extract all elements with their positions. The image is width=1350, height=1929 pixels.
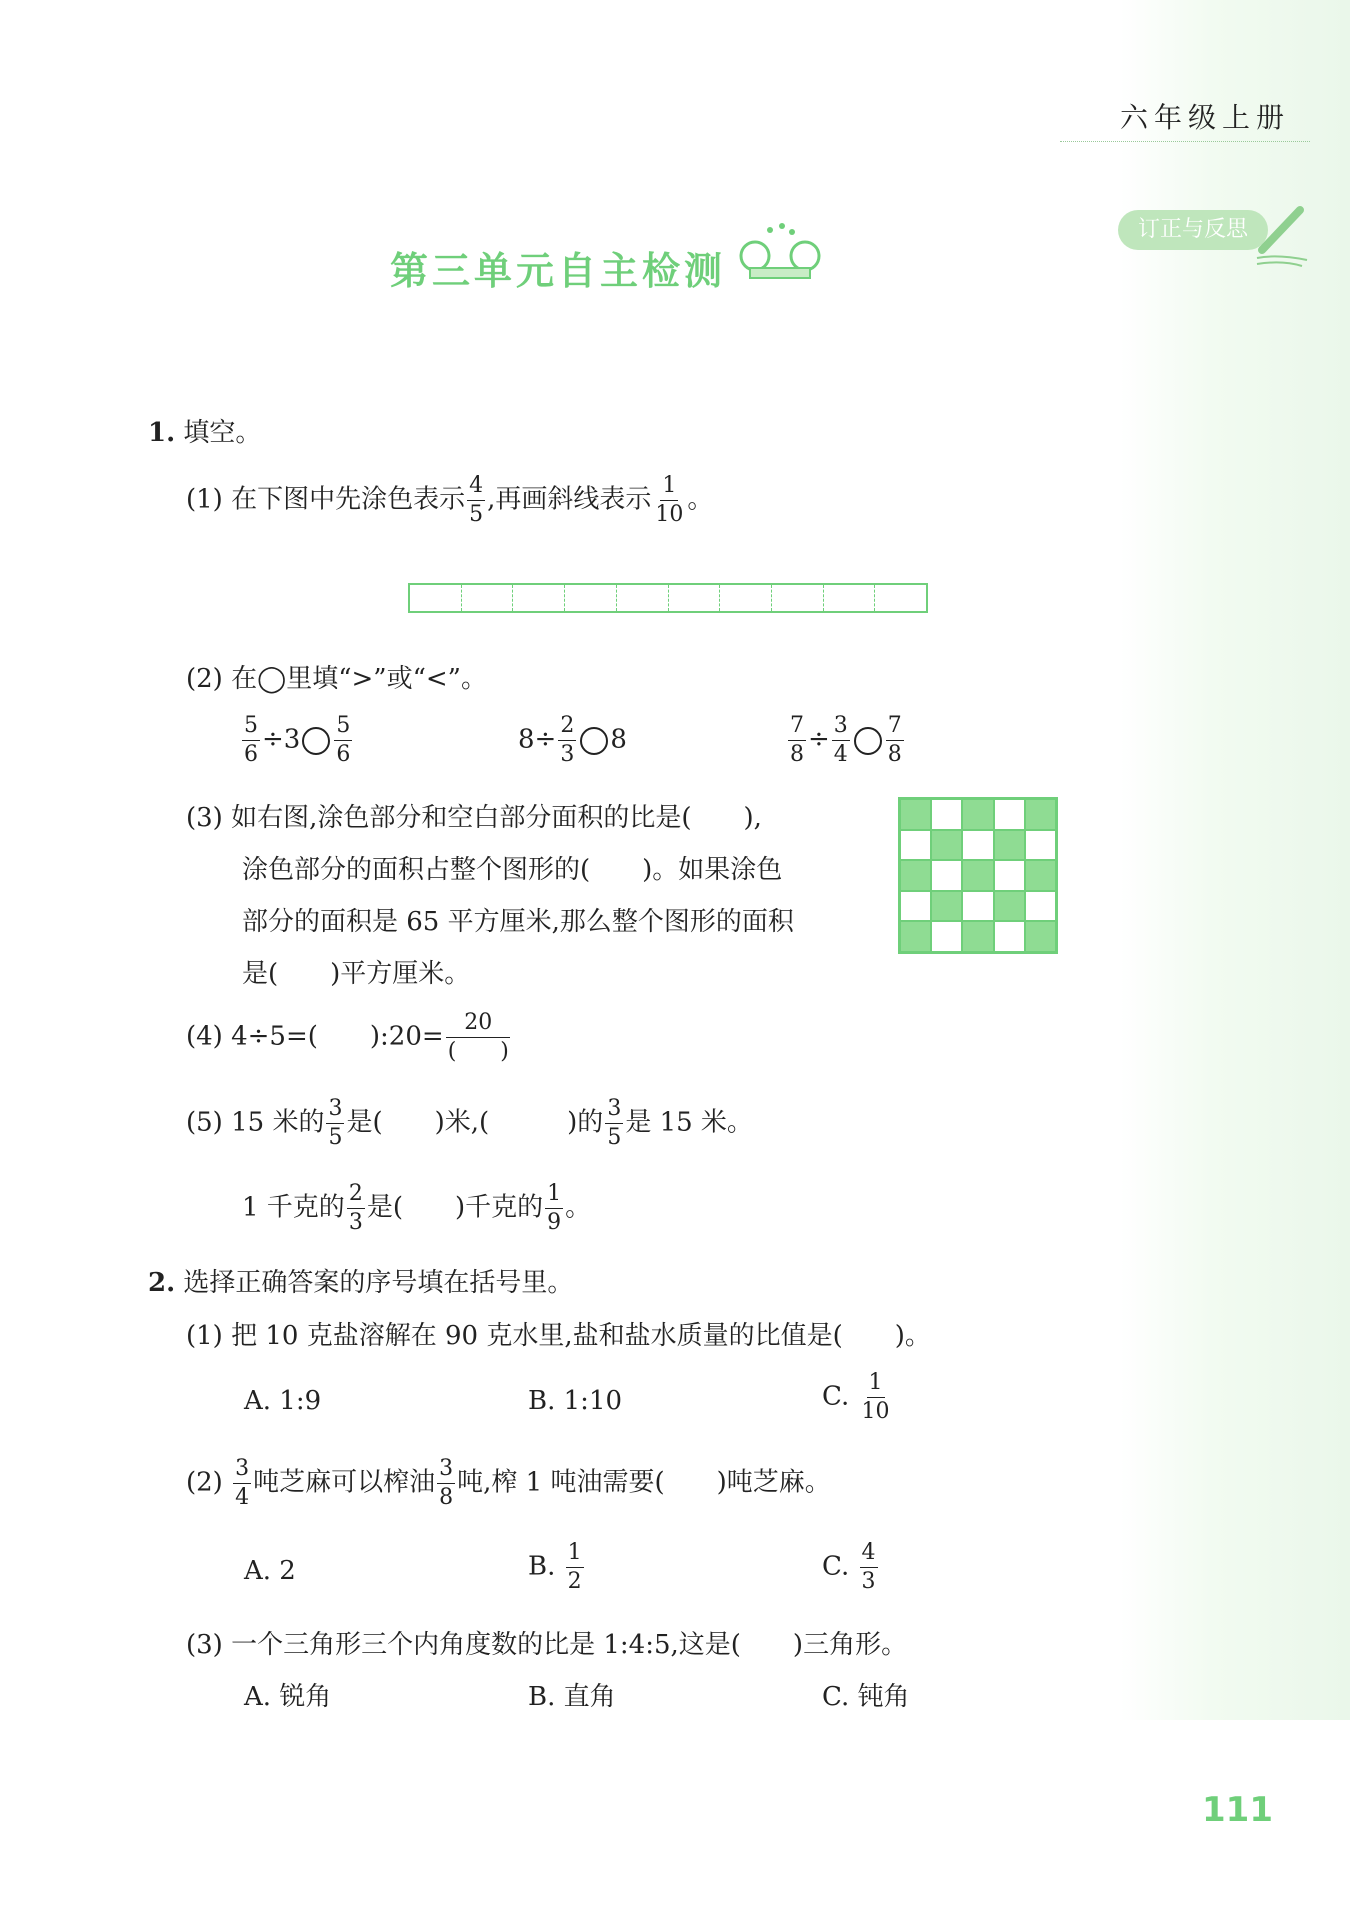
- q1-part4: [186, 1012, 513, 1063]
- option-a[interactable]: A. 锐角: [244, 1682, 332, 1712]
- option-b[interactable]: B. $\frac{1}{2}$: [528, 1540, 582, 1594]
- part-label: (3): [186, 803, 223, 833]
- q1-part3-line3: 部分的面积是 65 平方厘米,那么整个图形的面积: [242, 907, 794, 937]
- shaded-cell: [900, 799, 931, 830]
- shaded-cell: [994, 891, 1025, 922]
- blank-cell: [931, 799, 962, 830]
- strip-cell[interactable]: [462, 585, 514, 611]
- strip-cell[interactable]: [669, 585, 721, 611]
- part-label: (1): [186, 1321, 223, 1351]
- part-label: (2): [186, 664, 223, 694]
- question-title: 填空。: [183, 418, 262, 448]
- blank-cell: [994, 860, 1025, 891]
- q1-part3-line2: 涂色部分的面积占整个图形的( )。如果涂色: [242, 855, 783, 885]
- shaded-cell: [994, 830, 1025, 861]
- strip-cell[interactable]: [410, 585, 462, 611]
- pencil-icon: [1252, 198, 1312, 268]
- part-label: (4): [186, 1021, 223, 1052]
- text: 一个三角形三个内角度数的比是 1:4:5,这是( )三角形。: [231, 1630, 908, 1660]
- shaded-cell: [900, 860, 931, 891]
- q1-part5-line2: 1 千克的 $\frac{2}{3}$ 是( )千克的 $\frac{1}{9}$ 。: [242, 1181, 592, 1235]
- text: 在◯里填“>”或“<”。: [231, 664, 487, 694]
- option-c[interactable]: C. $\frac{4}{3}$: [822, 1540, 876, 1594]
- blank-cell: [962, 830, 993, 861]
- text: 如右图,涂色部分和空白部分面积的比是( ),: [231, 803, 762, 833]
- option-a[interactable]: A. 2: [244, 1556, 296, 1586]
- compare-expression-3: $\frac{7}{8}$ ÷ $\frac{3}{4}$ $\frac{7}{8}$: [790, 713, 902, 767]
- shaded-cell: [962, 860, 993, 891]
- option-a[interactable]: A. 1:9: [244, 1386, 322, 1416]
- q1-part3-line4: 是( )平方厘米。: [242, 959, 471, 989]
- part-label: (5): [186, 1107, 223, 1138]
- part-label: (2): [186, 1467, 223, 1498]
- q2-part1: [186, 1315, 931, 1352]
- text: 把 10 克盐溶解在 90 克水里,盐和盐水质量的比值是( )。: [231, 1321, 931, 1351]
- q2-part2: (2) $\frac{3}{4}$ 吨芝麻可以榨油 $\frac{3}{8}$ 吨,榨 1 吨油需要( )吨芝麻。: [186, 1456, 831, 1510]
- question-1-heading: [148, 412, 261, 449]
- part-label: (3): [186, 1630, 223, 1660]
- q1-part1: [186, 475, 713, 526]
- strip-cell[interactable]: [772, 585, 824, 611]
- correction-sidebar: [1120, 0, 1350, 1720]
- strip-cell[interactable]: [565, 585, 617, 611]
- fraction: $\frac{1}{10}$: [655, 473, 684, 527]
- shaded-cell: [962, 799, 993, 830]
- q1-part2: [186, 658, 487, 695]
- shaded-cell: [1025, 799, 1056, 830]
- question-title: 选择正确答案的序号填在括号里。: [183, 1268, 574, 1298]
- blank-cell: [931, 860, 962, 891]
- strip-cell[interactable]: [513, 585, 565, 611]
- shaded-cell: [1025, 921, 1056, 952]
- shaded-cell: [931, 830, 962, 861]
- reading-kids-icon: [720, 218, 840, 288]
- option-c[interactable]: C. 钝角: [822, 1682, 910, 1712]
- blank-cell: [931, 921, 962, 952]
- correction-tag: 订正与反思: [1118, 210, 1268, 250]
- question-2-heading: [148, 1262, 573, 1299]
- text: 4÷5=( ):20=: [231, 1021, 444, 1052]
- answer-circle[interactable]: [302, 727, 330, 755]
- q1-part3-line1: [186, 797, 762, 834]
- shaded-cell: [962, 921, 993, 952]
- answer-circle[interactable]: [854, 727, 882, 755]
- strip-cell[interactable]: [720, 585, 772, 611]
- page-number: 111: [1202, 1790, 1273, 1830]
- text: 。: [687, 484, 714, 515]
- part-label: (1): [186, 484, 223, 515]
- unit-title: 第三单元自主检测: [390, 248, 727, 293]
- blank-cell: [962, 891, 993, 922]
- grade-label: 六年级上册: [1060, 96, 1310, 142]
- strip-cell[interactable]: [824, 585, 876, 611]
- compare-expression-2: 8÷ $\frac{2}{3}$ 8: [518, 713, 627, 767]
- text: ,再画斜线表示: [487, 484, 652, 515]
- blank-cell: [900, 891, 931, 922]
- strip-cell[interactable]: [875, 585, 926, 611]
- blank-cell: [1025, 830, 1056, 861]
- shaded-cell: [900, 921, 931, 952]
- blank-cell: [994, 799, 1025, 830]
- option-b[interactable]: B. 1:10: [528, 1386, 623, 1416]
- blank-cell: [900, 830, 931, 861]
- q2-part3: [186, 1624, 907, 1661]
- fraction: $\frac{4}{5}$: [469, 473, 484, 527]
- compare-expression-1: $\frac{5}{6}$ ÷3 $\frac{5}{6}$: [244, 713, 351, 767]
- fraction-strip[interactable]: [408, 583, 928, 613]
- question-number: 2.: [148, 1268, 176, 1298]
- blank-cell: [994, 921, 1025, 952]
- shaded-cell: [931, 891, 962, 922]
- blank-cell: [1025, 891, 1056, 922]
- option-b[interactable]: B. 直角: [528, 1682, 616, 1712]
- answer-circle[interactable]: [580, 727, 608, 755]
- strip-cell[interactable]: [617, 585, 669, 611]
- question-number: 1.: [148, 418, 176, 448]
- text: 在下图中先涂色表示: [231, 484, 466, 515]
- q1-part5-line1: (5) 15 米的 $\frac{3}{5}$ 是( )米,( )的 $\frac{3}{5}$ 是 15 米。: [186, 1096, 753, 1150]
- checkerboard-figure: [898, 797, 1058, 954]
- fraction: $\frac{20}{( )}$: [447, 1010, 509, 1064]
- option-c[interactable]: C. $\frac{1}{10}$: [822, 1370, 890, 1424]
- shaded-cell: [1025, 860, 1056, 891]
